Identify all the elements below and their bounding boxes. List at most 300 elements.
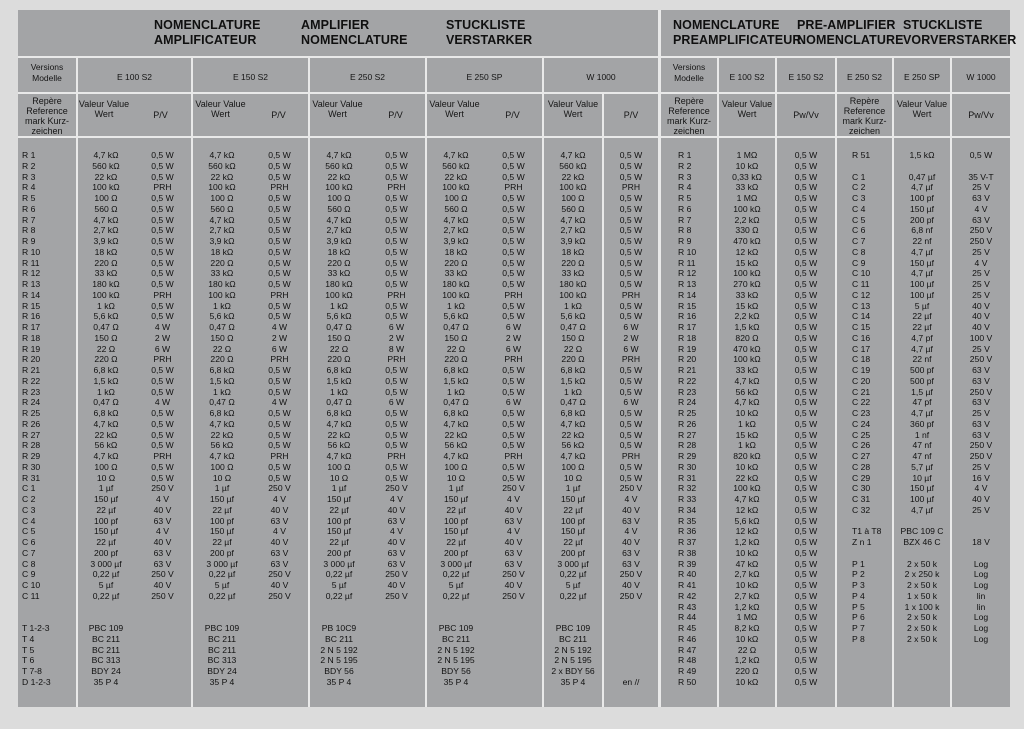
table-cell: 5 µf bbox=[214, 580, 230, 590]
table-cell: 10 µf bbox=[912, 472, 932, 483]
table-cell: 2 N 5 192 bbox=[437, 644, 475, 655]
pre-model-4: E 250 SP bbox=[904, 72, 940, 82]
table-cell: C 20 bbox=[852, 375, 871, 386]
parts-list-sheet bbox=[18, 10, 1017, 707]
table-cell: 5 µf bbox=[565, 580, 581, 590]
ref-header: Repère Reference mark Kurz-zeichen bbox=[24, 96, 69, 136]
table-cell: R 2 bbox=[22, 160, 36, 171]
table-cell: 5,6 kΩ bbox=[734, 515, 760, 526]
pv-header-4: P/V bbox=[505, 110, 520, 120]
table-cell bbox=[952, 516, 1010, 527]
table-cell: PRH bbox=[504, 182, 523, 193]
pre-model-5: W 1000 bbox=[966, 72, 996, 82]
table-cell: 0,5 W bbox=[794, 365, 818, 375]
table-cell: 4,7 kΩ bbox=[443, 150, 469, 160]
table-cell: 100 kΩ bbox=[733, 483, 761, 494]
table-cell: 18 kΩ bbox=[561, 246, 585, 257]
table-cell: 330 Ω bbox=[735, 225, 759, 236]
table-cell: C 4 bbox=[852, 203, 866, 214]
table-cell: 560 kΩ bbox=[325, 160, 353, 171]
table-cell: 250 V bbox=[502, 483, 525, 494]
table-cell: C 5 bbox=[852, 214, 866, 225]
table-cell bbox=[952, 161, 1010, 172]
table-cell: 1 kΩ bbox=[330, 386, 348, 397]
table-cell: 150 µf bbox=[909, 257, 935, 268]
pre-model-3: E 250 S2 bbox=[847, 72, 882, 82]
table-cell: Z n 1 bbox=[852, 537, 872, 547]
table-cell: 4,7 kΩ bbox=[560, 418, 586, 429]
table-cell: 8,2 kΩ bbox=[734, 623, 760, 633]
table-cell: 22 µf bbox=[563, 537, 583, 547]
table-cell: 6 W bbox=[388, 397, 405, 408]
table-cell: 35 V-T bbox=[968, 171, 994, 182]
table-cell: 2 x 50 k bbox=[906, 580, 938, 590]
table-cell: 63 V bbox=[387, 558, 406, 569]
table-cell: 0,5 W bbox=[151, 375, 174, 386]
table-cell: 4,7 µf bbox=[911, 246, 933, 257]
table-cell: PBC 109 bbox=[204, 623, 240, 633]
table-cell: 150 µf bbox=[209, 494, 235, 504]
amp-value-column-3 bbox=[310, 150, 368, 688]
value-header-2: Valeur Value Wert bbox=[195, 99, 246, 119]
table-cell: 33 kΩ bbox=[561, 268, 585, 279]
table-cell: 220 Ω bbox=[94, 257, 118, 268]
table-cell: R 22 bbox=[678, 375, 697, 386]
table-cell: 220 Ω bbox=[210, 257, 234, 268]
table-cell: C 21 bbox=[852, 386, 871, 397]
table-cell: 0,5 W bbox=[502, 300, 525, 311]
table-cell: T1 à T8 bbox=[852, 526, 882, 537]
amp-value-column-1 bbox=[78, 150, 134, 688]
table-cell: R 23 bbox=[22, 386, 41, 397]
table-cell: R 39 bbox=[678, 558, 697, 569]
table-cell: P 4 bbox=[852, 590, 865, 601]
table-cell: PRH bbox=[270, 289, 289, 300]
amp-value-column-5 bbox=[544, 150, 602, 688]
table-cell: 220 Ω bbox=[444, 354, 468, 365]
table-cell: 0,5 W bbox=[151, 386, 174, 397]
table-cell: 100 pf bbox=[210, 515, 234, 526]
table-cell: PRH bbox=[153, 289, 172, 300]
table-cell: 0,47 Ω bbox=[326, 322, 352, 332]
table-cell: 0,5 W bbox=[794, 547, 818, 558]
table-cell: 2 N 5 192 bbox=[554, 644, 592, 655]
table-cell: 18 V bbox=[972, 537, 990, 547]
table-cell: C 5 bbox=[22, 526, 36, 537]
table-cell bbox=[604, 655, 658, 666]
table-cell: 0,5 W bbox=[268, 246, 291, 257]
table-cell: 220 Ω bbox=[735, 666, 759, 676]
table-cell: 0,5 W bbox=[502, 268, 525, 279]
table-cell: 560 Ω bbox=[94, 203, 118, 214]
table-cell: PRH bbox=[387, 289, 406, 300]
table-cell: 100 kΩ bbox=[733, 354, 761, 365]
table-cell: 8 W bbox=[388, 343, 405, 354]
table-cell: 25 V bbox=[972, 182, 990, 193]
table-cell: 6 W bbox=[505, 343, 522, 354]
table-cell: 4,7 µf bbox=[911, 343, 933, 354]
table-cell: 0,5 W bbox=[619, 257, 643, 268]
table-cell: 0,5 W bbox=[268, 429, 291, 440]
table-cell: PRH bbox=[387, 451, 406, 461]
table-cell: 100 Ω bbox=[444, 193, 468, 203]
table-cell: R 16 bbox=[678, 311, 697, 322]
table-cell: 100 Ω bbox=[210, 461, 234, 472]
table-cell bbox=[193, 612, 251, 623]
table-cell: 35 P 4 bbox=[326, 676, 352, 687]
table-cell: 150 µf bbox=[209, 526, 235, 537]
table-cell: 25 V bbox=[972, 268, 990, 279]
table-cell bbox=[310, 602, 368, 613]
table-cell: 150 µf bbox=[909, 483, 935, 494]
pre2-value-header: Valeur Value Wert bbox=[896, 99, 948, 119]
table-cell: PBC 109 bbox=[438, 623, 474, 633]
table-cell: 22 µf bbox=[446, 504, 466, 515]
table-cell: C 6 bbox=[22, 537, 36, 547]
table-cell: 1 kΩ bbox=[738, 440, 756, 451]
table-cell: R 11 bbox=[22, 257, 40, 268]
table-cell: 560 Ω bbox=[327, 203, 351, 214]
table-cell: R 44 bbox=[678, 612, 697, 623]
table-cell: 2 W bbox=[388, 332, 405, 343]
table-cell: 25 V bbox=[972, 461, 990, 472]
table-cell: R 35 bbox=[678, 515, 697, 526]
table-cell: 2,7 kΩ bbox=[443, 225, 469, 236]
table-cell: R 26 bbox=[678, 418, 697, 429]
table-cell: 0,5 W bbox=[151, 236, 174, 246]
table-cell: 100 Ω bbox=[561, 461, 585, 472]
table-cell: 2 W bbox=[271, 332, 288, 343]
table-cell: 22 µf bbox=[212, 537, 232, 547]
table-cell: P 2 bbox=[852, 569, 865, 580]
table-cell: 0,5 W bbox=[385, 461, 408, 472]
table-cell: 100 µf bbox=[909, 494, 935, 504]
table-cell: 5,6 kΩ bbox=[209, 311, 235, 322]
table-cell: 4 V bbox=[974, 203, 988, 214]
table-cell: C 14 bbox=[852, 311, 871, 322]
table-cell: C 27 bbox=[852, 451, 871, 461]
table-cell: 0,5 W bbox=[385, 408, 408, 418]
table-cell: 150 µf bbox=[443, 526, 469, 537]
amp-value-column-4 bbox=[427, 150, 485, 688]
table-cell: 33 kΩ bbox=[210, 268, 234, 279]
table-cell: 1,2 kΩ bbox=[734, 537, 760, 547]
table-cell: 22 µf bbox=[912, 311, 932, 322]
table-cell: 3 000 µf bbox=[440, 558, 472, 569]
table-cell: R 2 bbox=[678, 160, 692, 171]
table-cell: 4,7 kΩ bbox=[209, 451, 235, 461]
table-cell: 250 V bbox=[619, 569, 643, 580]
table-cell: 18 kΩ bbox=[94, 246, 118, 257]
table-cell: C 11 bbox=[22, 590, 40, 601]
table-cell: R 45 bbox=[678, 623, 697, 633]
table-cell: 63 V bbox=[270, 547, 289, 558]
table-cell: 15 kΩ bbox=[735, 300, 759, 311]
table-cell: P 5 bbox=[852, 601, 865, 612]
table-cell: 0,5 W bbox=[385, 203, 408, 214]
table-cell: R 29 bbox=[678, 451, 697, 461]
pre-model-1: E 100 S2 bbox=[729, 72, 765, 82]
table-cell: 2 N 5 192 bbox=[320, 644, 358, 655]
table-cell: 47 nf bbox=[912, 440, 932, 451]
table-cell: 250 V bbox=[385, 483, 408, 494]
table-cell: 6 W bbox=[271, 343, 288, 354]
table-cell: R 12 bbox=[678, 268, 697, 279]
table-cell: 100 kΩ bbox=[325, 182, 353, 193]
table-cell: 10 Ω bbox=[329, 472, 349, 483]
table-cell bbox=[544, 602, 602, 613]
table-cell: 0,5 W bbox=[268, 193, 291, 203]
table-cell: 40 V bbox=[972, 311, 990, 322]
table-cell: 63 V bbox=[972, 193, 990, 203]
table-cell: 0,22 µf bbox=[92, 590, 120, 601]
table-cell: BC 211 bbox=[324, 633, 354, 644]
table-cell: 4 V bbox=[156, 494, 169, 504]
table-cell: 22 kΩ bbox=[444, 429, 468, 440]
table-cell: 5 µf bbox=[331, 580, 347, 590]
table-cell: 3 000 µf bbox=[90, 558, 122, 569]
table-cell: 22 µf bbox=[96, 537, 116, 547]
table-cell: Log bbox=[973, 580, 989, 590]
amp-pv-column-5 bbox=[604, 150, 658, 688]
table-cell: 0,5 W bbox=[794, 633, 818, 644]
versions-label: Versions Modelle bbox=[30, 62, 64, 83]
table-cell: 250 V bbox=[502, 590, 525, 601]
table-cell: 2,7 kΩ bbox=[93, 225, 119, 236]
table-cell: 0,5 W bbox=[385, 418, 408, 429]
table-cell: C 10 bbox=[22, 580, 41, 590]
table-cell bbox=[604, 623, 658, 634]
table-cell: 6 W bbox=[623, 343, 639, 354]
table-cell: 0,5 W bbox=[151, 171, 174, 182]
table-cell: 100 pf bbox=[94, 515, 118, 526]
table-cell: R 8 bbox=[22, 225, 36, 236]
amp-pv-column-4 bbox=[485, 150, 542, 602]
table-cell: 0,5 W bbox=[794, 246, 818, 257]
table-cell: R 4 bbox=[678, 182, 692, 193]
pre-ref-column bbox=[678, 150, 717, 688]
value-header-4: Valeur Value Wert bbox=[429, 99, 480, 119]
table-cell: C 15 bbox=[852, 322, 871, 332]
table-cell: 2 W bbox=[623, 332, 639, 343]
table-cell: 0,5 W bbox=[385, 236, 408, 246]
table-cell: 100 kΩ bbox=[733, 268, 761, 279]
table-cell: 0,5 W bbox=[794, 268, 818, 279]
table-cell: R 30 bbox=[678, 461, 697, 472]
table-cell: 0,5 W bbox=[151, 418, 174, 429]
table-cell: 4 W bbox=[154, 397, 171, 408]
table-cell: 40 V bbox=[387, 580, 406, 590]
table-cell: 1,5 µf bbox=[911, 386, 933, 397]
table-cell: 4 V bbox=[974, 257, 988, 268]
table-cell bbox=[604, 634, 658, 645]
table-cell: C 25 bbox=[852, 429, 871, 440]
table-cell: BDY 56 bbox=[324, 666, 354, 676]
table-cell: 100 Ω bbox=[561, 193, 585, 203]
table-cell: 0,5 W bbox=[794, 214, 818, 225]
table-cell: 0,5 W bbox=[502, 429, 525, 440]
table-cell: 1 nf bbox=[914, 429, 930, 440]
table-cell: 4,7 kΩ bbox=[443, 451, 469, 461]
table-cell: C 19 bbox=[852, 365, 871, 375]
table-cell: 100 kΩ bbox=[208, 289, 236, 300]
title-vorverstarker: STUCKLISTE VORVERSTARKER bbox=[903, 18, 1017, 47]
table-cell: 0,5 W bbox=[794, 569, 818, 580]
pre-pw-column bbox=[777, 150, 835, 688]
table-cell: R 18 bbox=[22, 332, 41, 343]
pre-value-header: Valeur Value Wert bbox=[721, 99, 773, 119]
table-cell: 22 kΩ bbox=[94, 429, 118, 440]
table-cell: 2 x 250 k bbox=[904, 569, 940, 580]
table-cell: 63 V bbox=[972, 429, 990, 440]
table-cell: 25 V bbox=[972, 343, 990, 354]
title-verstarker: STUCKLISTE VERSTARKER bbox=[446, 18, 533, 47]
table-cell: 0,5 W bbox=[385, 440, 408, 451]
table-cell: R 25 bbox=[22, 408, 41, 418]
table-cell: R 10 bbox=[22, 246, 41, 257]
table-cell: 3,9 kΩ bbox=[443, 236, 469, 246]
table-cell: 63 V bbox=[153, 515, 172, 526]
table-cell: PBC 109 bbox=[555, 623, 591, 633]
table-cell: T 4 bbox=[22, 633, 35, 644]
table-cell: 22 kΩ bbox=[735, 472, 759, 483]
table-cell: PRH bbox=[621, 182, 641, 193]
amp-pv-column-1 bbox=[134, 150, 191, 602]
table-cell: 15 kΩ bbox=[735, 257, 759, 268]
table-cell: PRH bbox=[504, 354, 523, 365]
table-cell: 0,5 W bbox=[385, 246, 408, 257]
table-cell: 0,5 W bbox=[619, 246, 643, 257]
table-cell: 16 V bbox=[972, 472, 990, 483]
table-cell: 560 Ω bbox=[444, 203, 468, 214]
table-cell: R 24 bbox=[678, 397, 697, 408]
table-cell: 0,5 W bbox=[385, 214, 408, 225]
table-cell: R 6 bbox=[678, 203, 692, 214]
table-cell: 22 µf bbox=[212, 504, 232, 515]
table-cell: 0,47 Ω bbox=[326, 397, 352, 408]
table-cell: 22 nf bbox=[912, 354, 932, 365]
table-cell: 0,5 W bbox=[502, 236, 525, 246]
table-cell: 1 kΩ bbox=[213, 386, 231, 397]
table-cell: 0,5 W bbox=[385, 375, 408, 386]
table-cell: 0,5 W bbox=[619, 311, 643, 322]
table-cell: 22 nf bbox=[912, 236, 932, 246]
table-cell: 10 Ω bbox=[96, 472, 116, 483]
table-cell: 0,5 W bbox=[794, 257, 818, 268]
table-cell: 0,5 W bbox=[268, 214, 291, 225]
table-cell: 0,5 W bbox=[268, 171, 291, 182]
table-cell: 4,7 kΩ bbox=[560, 214, 586, 225]
table-cell: 500 pf bbox=[910, 375, 934, 386]
table-cell: 0,22 µf bbox=[208, 569, 236, 580]
amp-model-3: E 250 S2 bbox=[350, 72, 385, 82]
table-cell: 0,5 W bbox=[619, 160, 643, 171]
table-cell: R 3 bbox=[678, 171, 692, 182]
table-cell: 1,2 kΩ bbox=[734, 601, 760, 612]
table-cell: 1 µf bbox=[448, 483, 464, 494]
table-cell: R 19 bbox=[22, 343, 41, 354]
table-cell: C 24 bbox=[852, 418, 871, 429]
table-cell: 0,5 W bbox=[794, 612, 818, 623]
title-preamplificateur: NOMENCLATURE PREAMPLIFICATEUR bbox=[673, 18, 802, 47]
table-cell bbox=[894, 548, 950, 559]
table-cell: P 1 bbox=[852, 558, 865, 569]
table-cell: 40 V bbox=[504, 580, 523, 590]
table-cell: R 4 bbox=[22, 182, 36, 193]
table-cell: 0,5 W bbox=[268, 268, 291, 279]
table-cell: 250 V bbox=[969, 225, 993, 236]
table-cell: 0,5 W bbox=[794, 332, 818, 343]
table-cell: 0,5 W bbox=[969, 150, 993, 160]
table-cell: 63 V bbox=[153, 547, 172, 558]
table-cell: 180 kΩ bbox=[92, 279, 120, 289]
table-cell: 4,7 kΩ bbox=[326, 451, 352, 461]
table-cell: 150 µf bbox=[443, 494, 469, 504]
table-cell: 0,5 W bbox=[151, 408, 174, 418]
table-cell: 560 Ω bbox=[210, 203, 234, 214]
table-cell: 22 µf bbox=[563, 504, 583, 515]
table-cell: 1 µf bbox=[98, 483, 114, 494]
table-cell: BZX 46 C bbox=[903, 537, 941, 547]
table-cell: 25 V bbox=[972, 289, 990, 300]
table-cell: 5,6 kΩ bbox=[93, 311, 119, 322]
table-cell: C 7 bbox=[852, 236, 866, 246]
table-cell: BC 211 bbox=[207, 644, 237, 655]
table-cell: 40 V bbox=[972, 494, 990, 504]
pre2-pw-header: Pw/Vv bbox=[968, 110, 994, 120]
table-cell: 220 Ω bbox=[561, 257, 585, 268]
table-cell: 6 W bbox=[154, 343, 171, 354]
table-cell: 5,6 kΩ bbox=[560, 311, 586, 322]
table-cell: C 32 bbox=[852, 504, 871, 515]
table-cell: 1 x 100 k bbox=[904, 601, 940, 612]
table-cell: 100 Ω bbox=[327, 461, 351, 472]
table-cell: 0,5 W bbox=[268, 461, 291, 472]
table-cell: 2 x 50 k bbox=[906, 558, 938, 569]
table-cell: 2 W bbox=[154, 332, 171, 343]
table-cell: 0,5 W bbox=[502, 203, 525, 214]
table-cell: 0,5 W bbox=[794, 461, 818, 472]
table-cell: R 15 bbox=[22, 300, 41, 311]
table-cell: 1,5 kΩ bbox=[326, 375, 352, 386]
table-cell: C 18 bbox=[852, 354, 871, 365]
table-cell: C 22 bbox=[852, 397, 871, 408]
table-cell: PRH bbox=[387, 354, 406, 365]
table-cell bbox=[852, 161, 892, 172]
table-cell: C 13 bbox=[852, 300, 871, 311]
table-cell: R 37 bbox=[678, 537, 697, 547]
table-cell: 500 pf bbox=[910, 365, 934, 375]
table-cell: 250 V bbox=[969, 354, 993, 365]
table-cell: 56 kΩ bbox=[444, 440, 468, 451]
table-cell: 22 kΩ bbox=[94, 171, 118, 182]
table-cell: 0,22 µf bbox=[559, 569, 587, 580]
table-cell: 2 x 50 k bbox=[906, 612, 938, 623]
table-cell: R 27 bbox=[678, 429, 697, 440]
table-cell: 0,5 W bbox=[794, 289, 818, 300]
table-cell: 1 kΩ bbox=[564, 386, 582, 397]
table-cell: C 9 bbox=[852, 257, 866, 268]
table-cell: 0,47 Ω bbox=[560, 397, 586, 408]
table-cell: 0,5 W bbox=[268, 365, 291, 375]
table-cell: R 43 bbox=[678, 601, 697, 612]
table-cell: 100 kΩ bbox=[208, 182, 236, 193]
table-cell: 0,5 W bbox=[268, 257, 291, 268]
table-cell: 250 V bbox=[385, 569, 408, 580]
table-cell: 22 kΩ bbox=[444, 171, 468, 182]
table-cell: 0,5 W bbox=[794, 150, 818, 160]
table-cell: 560 kΩ bbox=[208, 160, 236, 171]
